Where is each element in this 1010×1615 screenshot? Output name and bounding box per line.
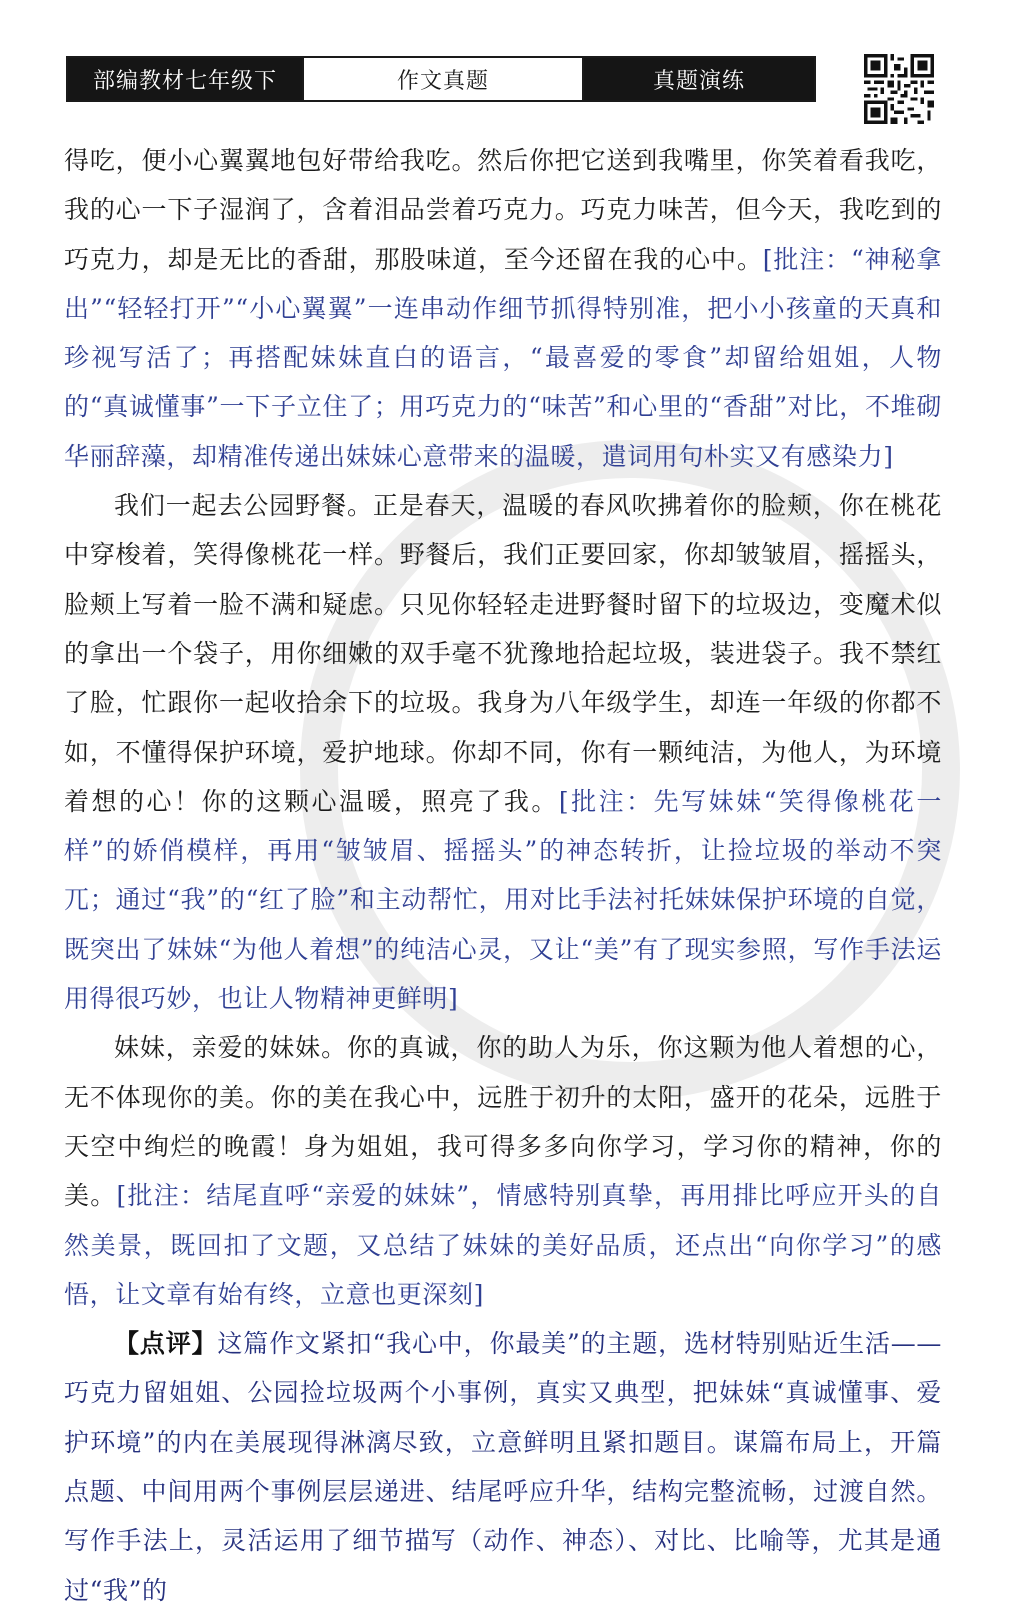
header-section-label: 作文真题 bbox=[302, 58, 584, 100]
annotation: [批注：先写妹妹“笑得像桃花一样”的娇俏模样，再用“皱皱眉、摇摇头”的神态转折，让捡垃圾的举动不突兀；通过“我”的“红了脸”和主动帮忙，用对比手法衬托妹妹保护环境的自觉，既突出了妹妹“为他人着想”的纯洁心灵，又让“美”有了现实参照，写作手法运用得很巧妙，也让人物精神更鲜明] bbox=[64, 786, 942, 1014]
qr-code-icon bbox=[864, 54, 934, 124]
annotation: [批注：结尾直呼“亲爱的妹妹”，情感特别真挚，再用排比呼应开头的自然美景，既回扣了文题，又总结了妹妹的美好品质，还点出“向你学习”的感悟，让文章有始有终，立意也更深刻] bbox=[64, 1181, 942, 1309]
annotation: [批注：“神秘拿出”“轻轻打开”“小心翼翼”一连串动作细节抓得特别准，把小小孩童的天真和珍视写活了；再搭配妹妹直白的语言，“最喜爱的零食”却留给姐姐，人物的“真诚懂事”一下子立住了；用巧克力的“味苦”和心里的“香甜”对比，不堆砌华丽辞藻，却精准传递出妹妹心意带来的温暖，遣词用句朴实又有感染力] bbox=[64, 244, 942, 471]
paragraph-text: 得吃，便小心翼翼地包好带给我吃。然后你把它送到我嘴里，你笑着看我吃，我的心一下子湿润了，含着泪品尝着巧克力。巧克力味苦，但今天，我吃到的巧克力，却是无比的香甜，那股味道，至今还留在我的心中。 bbox=[64, 146, 942, 274]
paragraph-3 bbox=[64, 1023, 942, 1319]
review-text: 这篇作文紧扣“我心中，你最美”的主题，选材特别贴近生活——巧克力留姐姐、公园捡垃圾两个小事例，真实又典型，把妹妹“真诚懂事、爱护环境”的内在美展现得淋漓尽致，立意鲜明且紧扣题目。谋篇布局上，开篇点题、中间用两个事例层层递进、结尾呼应升华，结构完整流畅，过渡自然。写作手法上，灵活运用了细节描写（动作、神态）、对比、比喻等，尤其是通过“我”的 bbox=[64, 1329, 942, 1605]
paragraph-2 bbox=[64, 481, 942, 1023]
review-paragraph bbox=[64, 1319, 942, 1615]
header-grade-label: 部编教材七年级下 bbox=[68, 58, 302, 100]
paragraph-text: 妹妹，亲爱的妹妹。你的真诚，你的助人为乐，你这颗为他人着想的心，无不体现你的美。你的美在我心中，远胜于初升的太阳，盛开的花朵，远胜于天空中绚烂的晚霞！身为姐姐，我可得多多向你学习，学习你的精神，你的美。 bbox=[64, 1033, 942, 1211]
paragraph-1 bbox=[64, 136, 942, 481]
review-tag: 【点评】 bbox=[114, 1329, 218, 1359]
essay-body bbox=[64, 136, 942, 1615]
header-bar bbox=[66, 56, 816, 102]
paragraph-text: 我们一起去公园野餐。正是春天，温暖的春风吹拂着你的脸颊，你在桃花中穿梭着，笑得像桃花一样。野餐后，我们正要回家，你却皱皱眉，摇摇头，脸颊上写着一脸不满和疑虑。只见你轻轻走进野餐时留下的垃圾边，变魔术似的拿出一个袋子，用你细嫩的双手毫不犹豫地拾起垃圾，装进袋子。我不禁红了脸，忙跟你一起收拾余下的垃圾。我身为八年级学生，却连一年级的你都不如，不懂得保护环境，爱护地球。你却不同，你有一颗纯洁，为他人，为环境着想的心！你的这颗心温暖，照亮了我。 bbox=[64, 491, 942, 816]
header-practice-label: 真题演练 bbox=[584, 58, 814, 100]
